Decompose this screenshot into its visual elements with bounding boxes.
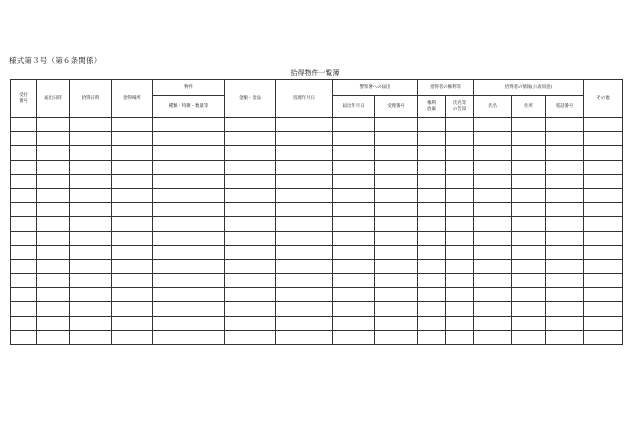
table-cell[interactable] xyxy=(112,330,153,344)
table-cell[interactable] xyxy=(546,146,584,160)
table-cell[interactable] xyxy=(546,203,584,217)
table-cell[interactable] xyxy=(418,274,446,288)
table-cell[interactable] xyxy=(333,160,375,174)
table-cell[interactable] xyxy=(225,174,276,188)
table-cell[interactable] xyxy=(474,174,512,188)
table-cell[interactable] xyxy=(37,160,70,174)
table-cell[interactable] xyxy=(512,316,546,330)
table-cell[interactable] xyxy=(225,231,276,245)
table-cell[interactable] xyxy=(375,146,418,160)
table-cell[interactable] xyxy=(11,330,37,344)
table-cell[interactable] xyxy=(153,259,225,273)
table-cell[interactable] xyxy=(584,217,623,231)
header-police-receipt-no: 受理番号 xyxy=(375,96,418,118)
table-cell[interactable] xyxy=(112,174,153,188)
table-cell[interactable] xyxy=(153,203,225,217)
table-cell[interactable] xyxy=(276,274,333,288)
table-cell[interactable] xyxy=(584,160,623,174)
table-cell[interactable] xyxy=(474,330,512,344)
table-cell[interactable] xyxy=(37,245,70,259)
table-cell[interactable] xyxy=(112,274,153,288)
table-cell[interactable] xyxy=(153,330,225,344)
table-cell[interactable] xyxy=(584,174,623,188)
table-cell[interactable] xyxy=(37,274,70,288)
table-cell[interactable] xyxy=(474,118,512,132)
table-row xyxy=(11,132,623,146)
table-cell[interactable] xyxy=(474,245,512,259)
table-cell[interactable] xyxy=(474,160,512,174)
table-cell[interactable] xyxy=(276,231,333,245)
table-cell[interactable] xyxy=(153,174,225,188)
table-cell[interactable] xyxy=(225,302,276,316)
table-cell[interactable] xyxy=(37,217,70,231)
table-row xyxy=(11,330,623,344)
table-cell[interactable] xyxy=(225,132,276,146)
table-cell[interactable] xyxy=(153,160,225,174)
table-cell[interactable] xyxy=(153,188,225,202)
header-found-datetime: 拾得日時 xyxy=(70,80,112,118)
table-cell[interactable] xyxy=(276,146,333,160)
table-cell[interactable] xyxy=(446,245,474,259)
table-cell[interactable] xyxy=(70,259,112,273)
table-cell[interactable] xyxy=(70,188,112,202)
table-cell[interactable] xyxy=(112,118,153,132)
header-police-report-date: 届出年月日 xyxy=(333,96,375,118)
table-cell[interactable] xyxy=(225,259,276,273)
table-cell[interactable] xyxy=(446,132,474,146)
table-cell[interactable] xyxy=(276,259,333,273)
table-cell[interactable] xyxy=(474,302,512,316)
table-cell[interactable] xyxy=(446,316,474,330)
table-cell[interactable] xyxy=(276,288,333,302)
table-cell[interactable] xyxy=(225,274,276,288)
table-cell[interactable] xyxy=(70,217,112,231)
table-cell[interactable] xyxy=(333,174,375,188)
table-cell[interactable] xyxy=(418,118,446,132)
table-row xyxy=(11,174,623,188)
table-cell[interactable] xyxy=(276,330,333,344)
table-cell[interactable] xyxy=(11,203,37,217)
table-cell[interactable] xyxy=(546,217,584,231)
table-cell[interactable] xyxy=(375,217,418,231)
table-cell[interactable] xyxy=(276,316,333,330)
table-cell[interactable] xyxy=(333,217,375,231)
table-cell[interactable] xyxy=(375,188,418,202)
table-cell[interactable] xyxy=(70,132,112,146)
table-row xyxy=(11,274,623,288)
table-cell[interactable] xyxy=(37,203,70,217)
table-cell[interactable] xyxy=(474,259,512,273)
table-cell[interactable] xyxy=(446,231,474,245)
table-cell[interactable] xyxy=(153,245,225,259)
table-cell[interactable] xyxy=(512,259,546,273)
table-cell[interactable] xyxy=(333,330,375,344)
table-cell[interactable] xyxy=(512,118,546,132)
table-cell[interactable] xyxy=(418,217,446,231)
table-cell[interactable] xyxy=(37,146,70,160)
table-cell[interactable] xyxy=(37,174,70,188)
header-item-details: 種類・特徴・数量等 xyxy=(153,96,225,118)
table-cell[interactable] xyxy=(418,316,446,330)
header-item-group: 物件 xyxy=(153,80,225,96)
table-cell[interactable] xyxy=(276,302,333,316)
table-cell[interactable] xyxy=(474,203,512,217)
header-finder-phone: 電話番号 xyxy=(546,96,584,118)
table-cell[interactable] xyxy=(546,259,584,273)
table-cell[interactable] xyxy=(584,203,623,217)
table-cell[interactable] xyxy=(112,259,153,273)
table-cell[interactable] xyxy=(153,302,225,316)
table-cell[interactable] xyxy=(11,288,37,302)
table-cell[interactable] xyxy=(225,245,276,259)
table-cell[interactable] xyxy=(112,217,153,231)
table-cell[interactable] xyxy=(584,330,623,344)
table-cell[interactable] xyxy=(333,146,375,160)
table-cell[interactable] xyxy=(375,160,418,174)
table-cell[interactable] xyxy=(11,316,37,330)
table-cell[interactable] xyxy=(418,132,446,146)
table-cell[interactable] xyxy=(474,146,512,160)
table-cell[interactable] xyxy=(375,118,418,132)
table-cell[interactable] xyxy=(276,160,333,174)
header-finder-group: 拾得者の情報(公表同意) xyxy=(474,80,584,96)
table-cell[interactable] xyxy=(153,118,225,132)
table-cell[interactable] xyxy=(276,132,333,146)
table-row xyxy=(11,316,623,330)
table-cell[interactable] xyxy=(276,217,333,231)
table-cell[interactable] xyxy=(112,146,153,160)
table-cell[interactable] xyxy=(584,188,623,202)
table-cell[interactable] xyxy=(474,274,512,288)
table-row xyxy=(11,302,623,316)
table-cell[interactable] xyxy=(37,118,70,132)
table-cell[interactable] xyxy=(512,217,546,231)
table-cell[interactable] xyxy=(153,316,225,330)
table-cell[interactable] xyxy=(37,188,70,202)
table-cell[interactable] xyxy=(70,231,112,245)
table-cell[interactable] xyxy=(418,188,446,202)
table-cell[interactable] xyxy=(37,316,70,330)
table-cell[interactable] xyxy=(153,132,225,146)
table-cell[interactable] xyxy=(153,146,225,160)
table-cell[interactable] xyxy=(512,245,546,259)
header-finder-name: 氏名 xyxy=(474,96,512,118)
table-cell[interactable] xyxy=(112,132,153,146)
table-cell[interactable] xyxy=(112,316,153,330)
table-row xyxy=(11,231,623,245)
table-cell[interactable] xyxy=(584,231,623,245)
table-cell[interactable] xyxy=(37,330,70,344)
header-rights-group: 拾得者の権利等 xyxy=(418,80,474,96)
header-cash-valuables: 金額・金品 xyxy=(225,80,276,118)
table-row xyxy=(11,259,623,273)
table-cell[interactable] xyxy=(11,231,37,245)
table-cell[interactable] xyxy=(333,132,375,146)
table-cell[interactable] xyxy=(37,259,70,273)
table-row xyxy=(11,118,623,132)
ledger-title: 拾得物件一覧簿 xyxy=(290,69,340,77)
table-cell[interactable] xyxy=(418,302,446,316)
table-cell[interactable] xyxy=(375,245,418,259)
table-cell[interactable] xyxy=(446,217,474,231)
table-cell[interactable] xyxy=(584,146,623,160)
table-row xyxy=(11,146,623,160)
table-cell[interactable] xyxy=(375,316,418,330)
table-cell[interactable] xyxy=(70,330,112,344)
table-cell[interactable] xyxy=(11,160,37,174)
table-cell[interactable] xyxy=(512,174,546,188)
table-row xyxy=(11,245,623,259)
table-cell[interactable] xyxy=(37,288,70,302)
table-cell[interactable] xyxy=(225,330,276,344)
header-police-group: 警察署への届出 xyxy=(333,80,418,96)
table-cell[interactable] xyxy=(112,188,153,202)
table-cell[interactable] xyxy=(37,302,70,316)
table-cell[interactable] xyxy=(11,274,37,288)
table-row xyxy=(11,188,623,202)
table-cell[interactable] xyxy=(512,302,546,316)
table-cell[interactable] xyxy=(112,288,153,302)
table-cell[interactable] xyxy=(418,259,446,273)
table-cell[interactable] xyxy=(70,302,112,316)
table-cell[interactable] xyxy=(584,259,623,273)
table-cell[interactable] xyxy=(418,160,446,174)
table-cell[interactable] xyxy=(418,288,446,302)
table-cell[interactable] xyxy=(37,231,70,245)
table-cell[interactable] xyxy=(11,188,37,202)
table-cell[interactable] xyxy=(546,160,584,174)
table-cell[interactable] xyxy=(546,330,584,344)
table-cell[interactable] xyxy=(375,288,418,302)
table-cell[interactable] xyxy=(333,188,375,202)
table-cell[interactable] xyxy=(11,302,37,316)
table-cell[interactable] xyxy=(546,274,584,288)
table-cell[interactable] xyxy=(584,132,623,146)
table-cell[interactable] xyxy=(546,231,584,245)
table-cell[interactable] xyxy=(512,160,546,174)
table-cell[interactable] xyxy=(512,231,546,245)
table-cell[interactable] xyxy=(512,288,546,302)
table-cell[interactable] xyxy=(418,203,446,217)
form-number-label: 様式第３号（第６条関係） xyxy=(9,56,102,65)
table-cell[interactable] xyxy=(375,330,418,344)
table-cell[interactable] xyxy=(474,231,512,245)
table-cell[interactable] xyxy=(512,132,546,146)
table-cell[interactable] xyxy=(11,132,37,146)
table-cell[interactable] xyxy=(512,330,546,344)
table-cell[interactable] xyxy=(446,118,474,132)
table-cell[interactable] xyxy=(446,160,474,174)
table-cell[interactable] xyxy=(112,245,153,259)
table-cell[interactable] xyxy=(37,132,70,146)
table-cell[interactable] xyxy=(446,203,474,217)
table-cell[interactable] xyxy=(446,146,474,160)
table-cell[interactable] xyxy=(11,146,37,160)
table-cell[interactable] xyxy=(225,160,276,174)
table-cell[interactable] xyxy=(512,188,546,202)
table-cell[interactable] xyxy=(546,118,584,132)
table-cell[interactable] xyxy=(112,231,153,245)
table-cell[interactable] xyxy=(474,316,512,330)
table-cell[interactable] xyxy=(225,288,276,302)
table-cell[interactable] xyxy=(70,118,112,132)
table-cell[interactable] xyxy=(546,288,584,302)
table-cell[interactable] xyxy=(512,274,546,288)
table-cell[interactable] xyxy=(70,146,112,160)
table-cell[interactable] xyxy=(333,302,375,316)
table-cell[interactable] xyxy=(474,288,512,302)
table-cell[interactable] xyxy=(225,203,276,217)
table-cell[interactable] xyxy=(70,203,112,217)
table-cell[interactable] xyxy=(418,245,446,259)
table-cell[interactable] xyxy=(418,330,446,344)
header-receipt-no: 受付 番号 xyxy=(11,80,37,118)
table-cell[interactable] xyxy=(375,132,418,146)
table-cell[interactable] xyxy=(333,245,375,259)
table-cell[interactable] xyxy=(333,274,375,288)
table-row xyxy=(11,160,623,174)
table-cell[interactable] xyxy=(375,259,418,273)
table-cell[interactable] xyxy=(446,174,474,188)
table-cell[interactable] xyxy=(446,188,474,202)
table-cell[interactable] xyxy=(11,174,37,188)
table-cell[interactable] xyxy=(584,302,623,316)
table-cell[interactable] xyxy=(276,118,333,132)
table-cell[interactable] xyxy=(375,274,418,288)
table-cell[interactable] xyxy=(446,259,474,273)
header-other: その他 xyxy=(584,80,623,118)
table-cell[interactable] xyxy=(112,203,153,217)
found-items-ledger-table xyxy=(10,79,623,345)
table-cell[interactable] xyxy=(474,217,512,231)
header-rights-name-notice: 氏名等 の告知 xyxy=(446,96,474,118)
header-report-datetime: 届出日時 xyxy=(37,80,70,118)
header-rights-claim: 権利 放棄 xyxy=(418,96,446,118)
table-cell[interactable] xyxy=(153,274,225,288)
header-found-place: 拾得場所 xyxy=(112,80,153,118)
table-cell[interactable] xyxy=(418,146,446,160)
table-cell[interactable] xyxy=(418,174,446,188)
table-cell[interactable] xyxy=(333,203,375,217)
table-cell[interactable] xyxy=(70,174,112,188)
table-cell[interactable] xyxy=(333,316,375,330)
table-cell[interactable] xyxy=(276,174,333,188)
table-cell[interactable] xyxy=(375,203,418,217)
table-cell[interactable] xyxy=(333,288,375,302)
table-cell[interactable] xyxy=(11,217,37,231)
table-cell[interactable] xyxy=(70,160,112,174)
table-cell[interactable] xyxy=(70,288,112,302)
table-cell[interactable] xyxy=(225,188,276,202)
table-cell[interactable] xyxy=(546,316,584,330)
table-cell[interactable] xyxy=(584,288,623,302)
table-cell[interactable] xyxy=(584,316,623,330)
table-row xyxy=(11,203,623,217)
ledger-body xyxy=(11,118,623,345)
table-cell[interactable] xyxy=(70,316,112,330)
table-cell[interactable] xyxy=(153,217,225,231)
table-cell[interactable] xyxy=(546,188,584,202)
table-cell[interactable] xyxy=(375,174,418,188)
table-cell[interactable] xyxy=(153,288,225,302)
table-cell[interactable] xyxy=(112,160,153,174)
table-cell[interactable] xyxy=(446,330,474,344)
table-cell[interactable] xyxy=(333,118,375,132)
header-finder-address: 住所 xyxy=(512,96,546,118)
header-processing-date: 処理年月日 xyxy=(276,80,333,118)
table-cell[interactable] xyxy=(276,203,333,217)
table-cell[interactable] xyxy=(375,231,418,245)
table-cell[interactable] xyxy=(70,274,112,288)
table-cell[interactable] xyxy=(225,118,276,132)
table-cell[interactable] xyxy=(225,217,276,231)
table-cell[interactable] xyxy=(546,132,584,146)
table-cell[interactable] xyxy=(584,274,623,288)
table-cell[interactable] xyxy=(546,174,584,188)
table-cell[interactable] xyxy=(512,203,546,217)
table-cell[interactable] xyxy=(11,245,37,259)
table-cell[interactable] xyxy=(584,245,623,259)
table-cell[interactable] xyxy=(418,231,446,245)
table-cell[interactable] xyxy=(446,274,474,288)
table-cell[interactable] xyxy=(225,146,276,160)
table-cell[interactable] xyxy=(276,245,333,259)
table-cell[interactable] xyxy=(11,259,37,273)
table-cell[interactable] xyxy=(225,316,276,330)
table-cell[interactable] xyxy=(375,302,418,316)
table-cell[interactable] xyxy=(112,302,153,316)
table-cell[interactable] xyxy=(333,231,375,245)
table-cell[interactable] xyxy=(70,245,112,259)
table-cell[interactable] xyxy=(446,288,474,302)
table-cell[interactable] xyxy=(474,188,512,202)
table-cell[interactable] xyxy=(584,118,623,132)
table-cell[interactable] xyxy=(11,118,37,132)
table-row xyxy=(11,217,623,231)
table-cell[interactable] xyxy=(546,302,584,316)
table-cell[interactable] xyxy=(474,132,512,146)
table-cell[interactable] xyxy=(153,231,225,245)
table-row xyxy=(11,288,623,302)
table-cell[interactable] xyxy=(512,146,546,160)
table-cell[interactable] xyxy=(333,259,375,273)
table-cell[interactable] xyxy=(546,245,584,259)
table-cell[interactable] xyxy=(446,302,474,316)
table-cell[interactable] xyxy=(276,188,333,202)
